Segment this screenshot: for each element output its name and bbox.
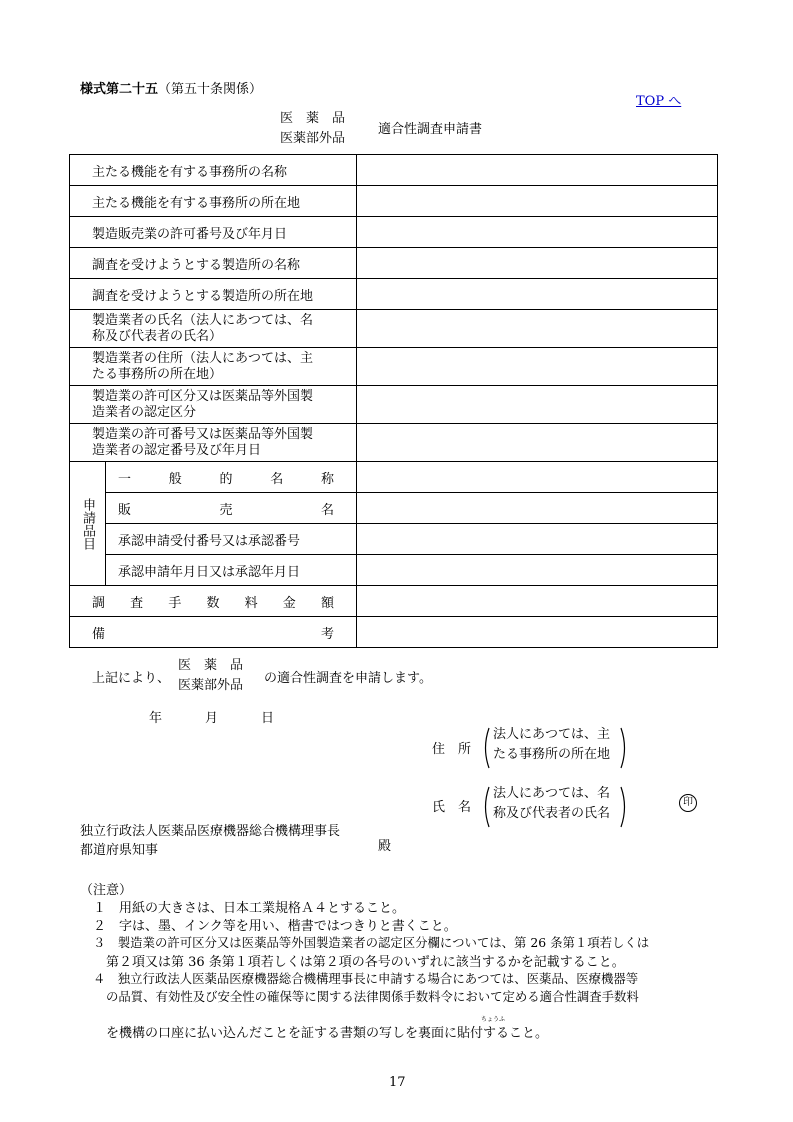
table-row (70, 555, 718, 586)
table-row (70, 617, 718, 648)
form-identifier (80, 78, 262, 97)
value-cell[interactable] (357, 493, 718, 524)
table-row (70, 524, 718, 555)
notes-heading: （注意） (80, 883, 133, 898)
table-row (70, 248, 718, 279)
statement-stack-line2: 医薬部外品 (178, 678, 244, 693)
seal-mark: 印 (679, 794, 697, 812)
row-label: 備 考 (70, 617, 357, 648)
row-label: 販 売 名 (106, 493, 357, 524)
note-4-line1: ４ 独立行政法人医薬品医療機器総合機構理事長に申請する場合にあつては、医薬品、医療機器等 (93, 971, 639, 986)
table-row (70, 386, 718, 424)
document-title: 適合性調査申請書 (378, 122, 483, 137)
form-article: （第五十条関係） (158, 82, 263, 97)
table-row (70, 586, 718, 617)
row-label: 製造業者の氏名（法人にあつては、名 称及び代表者の氏名） (70, 310, 357, 348)
table-row (70, 310, 718, 348)
date-year: 年 (149, 711, 163, 726)
addressee-line1: 独立行政法人医薬品医療機器総合機構理事長 (80, 824, 341, 839)
statement-prefix: 上記により、 (92, 671, 171, 686)
statement-suffix: の適合性調査を申請します。 (264, 671, 432, 686)
address-label: 住 所 (432, 742, 472, 757)
table-row (70, 279, 718, 310)
note-2: ２ 字は、墨、インク等を用い、楷書ではつきりと書くこと。 (93, 919, 457, 934)
address-note: 法人にあつては、主 たる事務所の所在地 (493, 727, 611, 762)
value-cell[interactable] (357, 279, 718, 310)
row-label: 製造業の許可区分又は医薬品等外国製 造業者の認定区分 (70, 386, 357, 424)
group-label: 申請品目 (80, 497, 95, 550)
value-cell[interactable] (357, 524, 718, 555)
addressee (80, 822, 340, 860)
value-cell[interactable] (357, 155, 718, 186)
row-label: 主たる機能を有する事務所の所在地 (70, 186, 357, 217)
title-stack-line1: 医 薬 品 (280, 111, 346, 126)
value-cell[interactable] (357, 310, 718, 348)
row-label: 調査を受けようとする製造所の名称 (70, 248, 357, 279)
value-cell[interactable] (357, 586, 718, 617)
row-label: 一 般 的 名 称 (106, 462, 357, 493)
row-label: 調 査 手 数 料 金 額 (70, 586, 357, 617)
row-label: 承認申請年月日又は承認年月日 (106, 555, 357, 586)
date-day: 日 (261, 711, 275, 726)
value-cell[interactable] (357, 348, 718, 386)
note-1: １ 用紙の大きさは、日本工業規格Ａ４とすること。 (93, 901, 406, 916)
table-row (70, 217, 718, 248)
table-row (70, 424, 718, 462)
honorific: 殿 (378, 839, 392, 854)
row-label: 製造業者の住所（法人にあつては、主 たる事務所の所在地） (70, 348, 357, 386)
value-cell[interactable] (357, 555, 718, 586)
title-stack (280, 109, 345, 149)
table-row (70, 155, 718, 186)
group-label-cell (70, 462, 106, 586)
row-label: 調査を受けようとする製造所の所在地 (70, 279, 357, 310)
name-note: 法人にあつては、名 称及び代表者の氏名 (493, 786, 611, 821)
table-row (70, 493, 718, 524)
value-cell[interactable] (357, 462, 718, 493)
form-number: 様式第二十五 (80, 82, 159, 97)
statement-stack (178, 656, 243, 696)
note-3-line2: 第２項又は第 36 条第１項若しくは第２項の各号のいずれに該当するかを記載すること。 (106, 955, 625, 970)
name-label: 氏 名 (432, 800, 472, 815)
ruby-annotation: ちょうふ (481, 1016, 506, 1023)
row-label: 承認申請受付番号又は承認番号 (106, 524, 357, 555)
top-link[interactable]: TOP へ (636, 94, 682, 109)
title-stack-line2: 医薬部外品 (280, 131, 346, 146)
value-cell[interactable] (357, 424, 718, 462)
table-row (70, 186, 718, 217)
value-cell[interactable] (357, 617, 718, 648)
note-3-line1: ３ 製造業の許可区分又は医薬品等外国製造業者の認定区分欄については、第 26 条第１項若しくは (93, 935, 650, 950)
row-label: 製造業の許可番号又は医薬品等外国製 造業者の認定番号及び年月日 (70, 424, 357, 462)
table-row (70, 462, 718, 493)
row-label: 製造販売業の許可番号及び年月日 (70, 217, 357, 248)
value-cell[interactable] (357, 248, 718, 279)
value-cell[interactable] (357, 217, 718, 248)
row-label: 主たる機能を有する事務所の名称 (70, 155, 357, 186)
addressee-line2: 都道府県知事 (80, 843, 159, 858)
table-row (70, 348, 718, 386)
statement-stack-line1: 医 薬 品 (178, 658, 244, 673)
value-cell[interactable] (357, 186, 718, 217)
note-4-line2: の品質、有効性及び安全性の確保等に関する法律関係手数料令において定める適合性調査手数料 (106, 989, 639, 1004)
date-month: 月 (205, 711, 219, 726)
application-table (69, 154, 718, 648)
page-number: 17 (389, 1075, 406, 1090)
note-4-line3: を機構の口座に払い込んだことを証する書類の写しを裏面に貼付すること。 (106, 1026, 549, 1041)
value-cell[interactable] (357, 386, 718, 424)
